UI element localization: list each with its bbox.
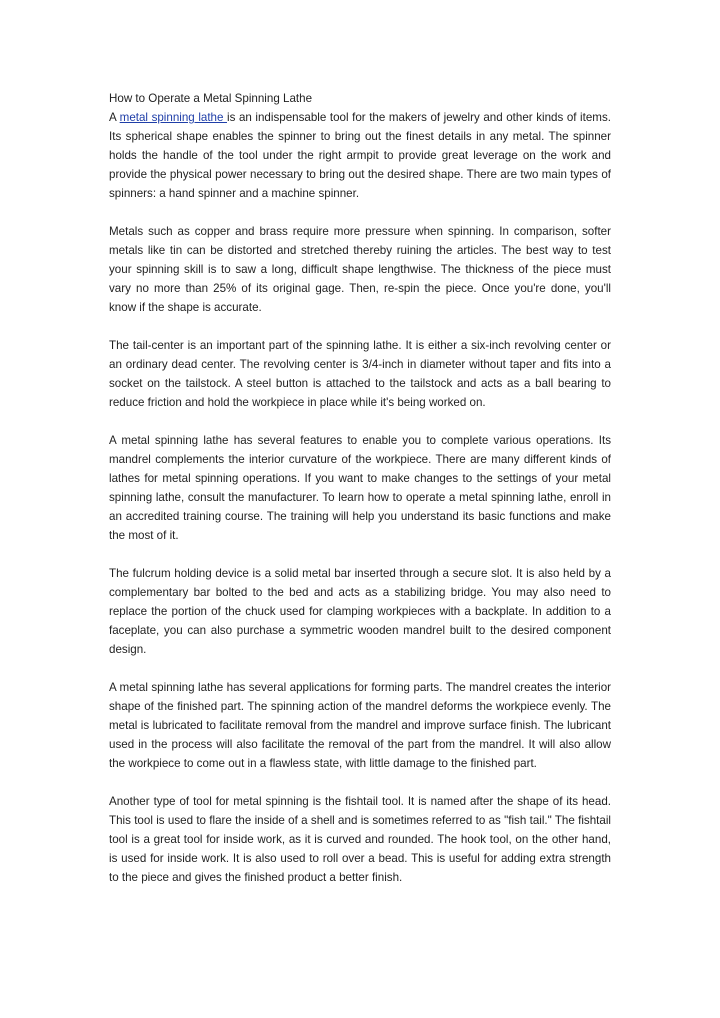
paragraph-fishtail-tool: Another type of tool for metal spinning is the fishtail tool. It is named after the shape of its head. This tool is used to flare the inside of a shell and is sometimes referred to as "fish tail." The fishtail tool is a great tool for inside work, as it is curved and rounded. The hook tool, on the other hand, is used for inside work. It is also used to roll over a bead. This is useful for adding extra strength to the piece and gives the finished product a better finish. bbox=[109, 795, 611, 884]
paragraph-applications: A metal spinning lathe has several applications for forming parts. The mandrel creates the interior shape of the finished part. The spinning action of the mandrel deforms the workpiece evenly. The metal is lubricated to facilitate removal from the mandrel and improve surface finish. The lubricant used in the process will also facilitate the removal of the part from the mandrel. It will also allow the workpiece to come out in a flawless state, with little damage to the finished part. bbox=[109, 681, 611, 770]
paragraph-metals: Metals such as copper and brass require more pressure when spinning. In comparison, softer metals like tin can be distorted and stretched thereby ruining the articles. The best way to test your spinning skill is to saw a long, difficult shape lengthwise. The thickness of the piece must vary no more than 25% of its original gage. Then, re-spin the piece. Once you're done, you'll know if the shape is accurate. bbox=[109, 225, 611, 314]
intro-paragraph bbox=[109, 108, 611, 203]
document-page bbox=[109, 89, 611, 906]
paragraph-tail-center: The tail-center is an important part of the spinning lathe. It is either a six-inch revolving center or an ordinary dead center. The revolving center is 3/4-inch in diameter without taper and fits into a socket on the tailstock. A steel button is attached to the tailstock and acts as a ball bearing to reduce friction and hold the workpiece in place while it's being worked on. bbox=[109, 339, 611, 409]
intro-prefix: A bbox=[109, 111, 120, 124]
intro-rest: is an indispensable tool for the makers of jewelry and other kinds of items. Its spherical shape enables the spinner to bring out the finest details in any metal. The spinner holds the handle of the tool under the right armpit to provide great leverage on the work and provide the physical power necessary to bring out the desired shape. There are two main types of spinners: a hand spinner and a machine spinner. bbox=[109, 111, 611, 200]
paragraph-features: A metal spinning lathe has several features to enable you to complete various operations. Its mandrel complements the interior curvature of the workpiece. There are many different kinds of lathes for metal spinning operations. If you want to make changes to the settings of your metal spinning lathe, consult the manufacturer. To learn how to operate a metal spinning lathe, enroll in an accredited training course. The training will help you understand its basic functions and make the most of it. bbox=[109, 434, 611, 542]
paragraph-fulcrum: The fulcrum holding device is a solid metal bar inserted through a secure slot. It is also held by a complementary bar bolted to the bed and acts as a stabilizing bridge. You may also need to replace the portion of the chuck used for clamping workpieces with a backplate. In addition to a faceplate, you can also purchase a symmetric wooden mandrel built to the desired component design. bbox=[109, 567, 611, 656]
metal-spinning-lathe-link[interactable]: metal spinning lathe bbox=[119, 111, 228, 124]
document-title: How to Operate a Metal Spinning Lathe bbox=[109, 92, 313, 105]
